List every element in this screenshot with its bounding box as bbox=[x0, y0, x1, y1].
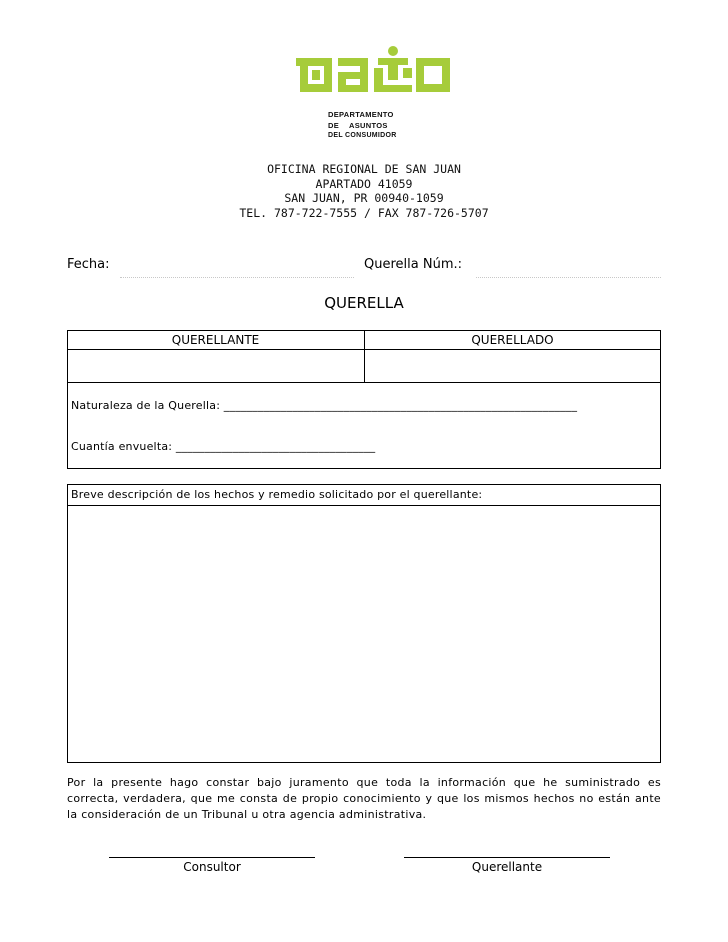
office-po-box: APARTADO 41059 bbox=[315, 177, 413, 191]
description-divider bbox=[67, 505, 661, 506]
daco-logo-graphic bbox=[290, 44, 480, 114]
fecha-field[interactable] bbox=[120, 276, 354, 278]
daco-logo bbox=[290, 44, 480, 144]
querellante-field[interactable] bbox=[69, 351, 362, 381]
naturaleza-field[interactable]: Naturaleza de la Querella: ______________________________________________________________ bbox=[71, 399, 578, 412]
form-title: QUERELLA bbox=[324, 294, 404, 312]
table-row-divider bbox=[67, 382, 661, 383]
querellado-header: QUERELLADO bbox=[471, 333, 554, 347]
logo-line-departamento: DEPARTAMENTO bbox=[328, 110, 394, 119]
querellante-signature-label: Querellante bbox=[471, 860, 543, 874]
logo-line-asuntos bbox=[328, 121, 418, 130]
office-phone-fax: TEL. 787-722-7555 / FAX 787-726-5707 bbox=[239, 206, 489, 220]
querellante-signature-line[interactable] bbox=[404, 857, 610, 858]
description-field[interactable] bbox=[69, 507, 659, 761]
cuantia-field[interactable]: Cuantía envuelta: ___________________________________ bbox=[71, 440, 376, 453]
logo-line-consumidor: DEL CONSUMIDOR bbox=[328, 132, 397, 139]
consultor-label: Consultor bbox=[183, 860, 241, 874]
sworn-declaration: Por la presente hago constar bajo juramento que toda la información que he suministrado es correcta, verdadera, que me consta de propio conocimiento y que los mismos hechos no están ante la consideración de un Tribunal u otra agencia administrativa. bbox=[67, 776, 661, 821]
querella-num-label: Querella Núm.: bbox=[364, 257, 462, 272]
logo-line-de: DE bbox=[328, 121, 340, 130]
office-name: OFICINA REGIONAL DE SAN JUAN bbox=[267, 162, 461, 176]
querellado-field[interactable] bbox=[366, 351, 659, 381]
querellante-header: QUERELLANTE bbox=[171, 333, 260, 347]
querella-num-field[interactable] bbox=[476, 276, 661, 278]
office-city: SAN JUAN, PR 00940-1059 bbox=[284, 191, 444, 205]
fecha-label: Fecha: bbox=[67, 257, 110, 272]
consultor-signature-line[interactable] bbox=[109, 857, 315, 858]
logo-line-asuntos-word: ASUNTOS bbox=[349, 121, 388, 130]
description-label: Breve descripción de los hechos y remedio solicitado por el querellante: bbox=[71, 488, 483, 501]
